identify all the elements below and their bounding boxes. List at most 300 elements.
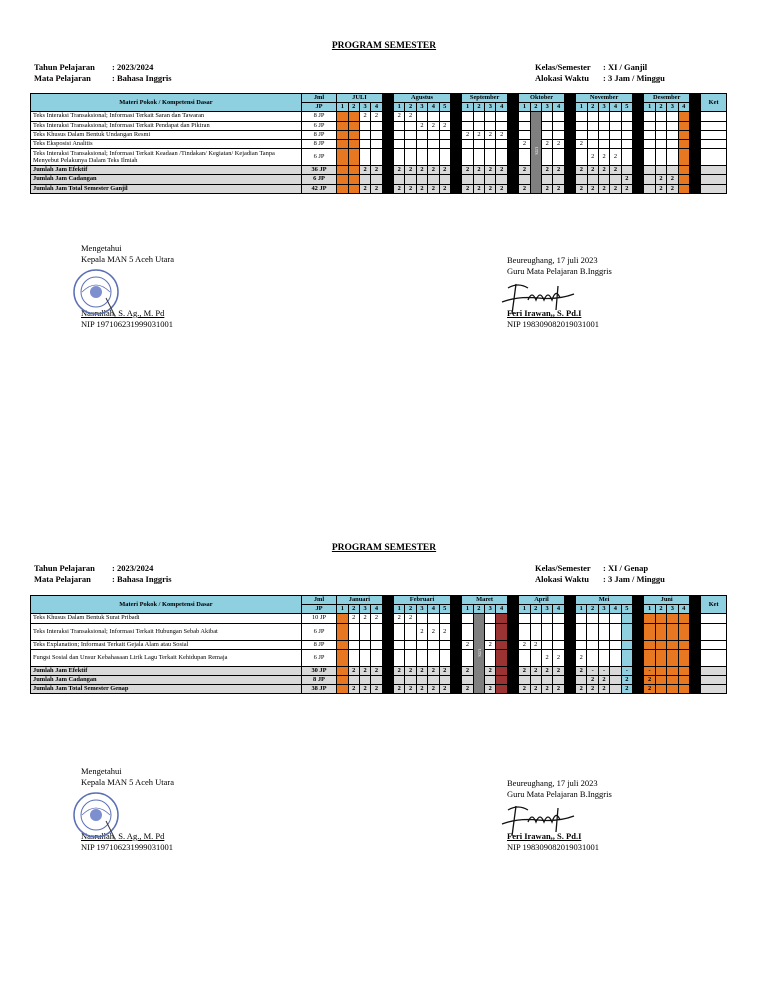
week-cell xyxy=(496,149,507,166)
week-cell xyxy=(644,175,655,184)
gap-cell xyxy=(450,649,461,666)
header-week: 2 xyxy=(587,605,598,614)
gap-cell xyxy=(564,640,575,649)
week-cell: 2 xyxy=(598,685,609,694)
week-cell xyxy=(667,121,678,130)
week-cell xyxy=(655,640,666,649)
week-cell xyxy=(337,130,348,139)
week-cell xyxy=(348,175,359,184)
week-cell xyxy=(462,675,473,684)
mapel-label: Mata Pelajaran xyxy=(34,73,91,83)
week-cell xyxy=(655,623,666,640)
week-cell xyxy=(667,166,678,175)
week-cell xyxy=(587,623,598,640)
gap-cell xyxy=(507,623,518,640)
guru-title: Guru Mata Pelajaran B.Inggris xyxy=(507,789,612,799)
alokasi-value: : 3 Jam / Minggu xyxy=(603,73,665,83)
week-cell: 2 xyxy=(576,666,587,675)
header-week: 4 xyxy=(610,605,621,614)
week-cell xyxy=(485,623,496,640)
week-cell xyxy=(439,649,450,666)
header-week: 3 xyxy=(598,103,609,112)
row-materi: Jumlah Jam Cadangan xyxy=(31,175,302,184)
gap-cell xyxy=(507,605,518,614)
week-cell: 2 xyxy=(462,640,473,649)
week-cell: 2 xyxy=(553,139,564,148)
gap-cell xyxy=(689,166,700,175)
week-cell: 2 xyxy=(519,184,530,193)
header-week: 1 xyxy=(337,605,348,614)
gap-cell xyxy=(689,675,700,684)
row-materi: Teks Interaksi Transaksional; Informasi Terkait Pendapat dan Pikiran xyxy=(31,121,302,130)
header-week: 3 xyxy=(359,103,370,112)
week-cell xyxy=(678,149,689,166)
header-week: 1 xyxy=(462,605,473,614)
week-cell xyxy=(598,121,609,130)
week-cell: 2 xyxy=(576,649,587,666)
week-cell xyxy=(359,640,370,649)
header-week: 2 xyxy=(530,103,541,112)
week-cell: 2 xyxy=(655,175,666,184)
week-cell xyxy=(416,175,427,184)
header-week: 5 xyxy=(439,103,450,112)
meta-left-ganjil xyxy=(34,62,172,84)
week-cell: 2 xyxy=(405,614,416,623)
week-cell xyxy=(610,139,621,148)
week-cell: 2 xyxy=(610,166,621,175)
week-cell xyxy=(655,149,666,166)
week-cell xyxy=(485,614,496,623)
week-cell xyxy=(485,649,496,666)
week-cell: 2 xyxy=(541,685,552,694)
week-cell xyxy=(678,623,689,640)
week-cell: 2 xyxy=(359,112,370,121)
school-seal-icon xyxy=(72,791,120,839)
mapel-label: Mata Pelajaran xyxy=(34,574,91,584)
week-cell xyxy=(576,640,587,649)
week-cell: 2 xyxy=(428,166,439,175)
page-title-ganjil: PROGRAM SEMESTER xyxy=(331,41,437,51)
header-week: 2 xyxy=(405,605,416,614)
header-week: 3 xyxy=(667,103,678,112)
week-cell xyxy=(621,614,632,623)
week-cell xyxy=(587,121,598,130)
week-cell: 2 xyxy=(530,685,541,694)
week-cell xyxy=(610,640,621,649)
week-cell xyxy=(598,623,609,640)
gap-cell xyxy=(689,614,700,623)
header-week: 3 xyxy=(485,103,496,112)
week-cell: 2 xyxy=(496,184,507,193)
week-cell: - xyxy=(598,666,609,675)
week-cell xyxy=(667,649,678,666)
gap-cell xyxy=(450,623,461,640)
gap-cell xyxy=(450,121,461,130)
table-row xyxy=(31,640,727,649)
row-jp: 36 JP xyxy=(301,166,336,175)
week-cell xyxy=(416,640,427,649)
week-cell xyxy=(621,623,632,640)
gap-cell xyxy=(382,130,393,139)
gap-cell xyxy=(564,175,575,184)
week-cell: - xyxy=(587,666,598,675)
week-cell xyxy=(610,649,621,666)
school-seal-icon xyxy=(72,268,120,316)
week-cell: 2 xyxy=(644,675,655,684)
week-cell xyxy=(337,149,348,166)
week-cell xyxy=(405,121,416,130)
week-cell: 2 xyxy=(428,121,439,130)
row-ket xyxy=(701,614,727,623)
gap-cell xyxy=(450,139,461,148)
week-cell: 2 xyxy=(416,166,427,175)
week-cell xyxy=(678,175,689,184)
week-cell xyxy=(644,649,655,666)
gap-cell xyxy=(450,184,461,193)
table-row xyxy=(31,166,727,175)
week-cell xyxy=(439,614,450,623)
week-cell xyxy=(337,139,348,148)
week-cell xyxy=(428,139,439,148)
week-cell xyxy=(610,666,621,675)
table-row xyxy=(31,112,727,121)
header-week: 5 xyxy=(621,103,632,112)
mengetahui: Mengetahui xyxy=(81,243,122,253)
week-cell xyxy=(416,149,427,166)
guru-name: Feri Irawan,, S. Pd.I xyxy=(507,308,582,318)
week-cell xyxy=(496,623,507,640)
kelas-value: : XI / Genap xyxy=(603,563,649,573)
week-cell: 2 xyxy=(598,149,609,166)
week-cell: 2 xyxy=(462,166,473,175)
gap-cell xyxy=(564,675,575,684)
week-cell xyxy=(667,614,678,623)
week-cell xyxy=(541,623,552,640)
week-cell xyxy=(678,666,689,675)
week-cell: 2 xyxy=(416,666,427,675)
schedule-table-genap xyxy=(30,595,727,694)
gap-cell xyxy=(564,94,575,103)
gap-cell xyxy=(507,112,518,121)
gap-cell xyxy=(689,184,700,193)
week-cell: 2 xyxy=(405,112,416,121)
gap-cell xyxy=(564,614,575,623)
gap-cell xyxy=(507,175,518,184)
week-cell: 2 xyxy=(542,139,553,148)
gap-cell xyxy=(633,166,644,175)
week-cell xyxy=(337,623,348,640)
week-cell xyxy=(519,130,530,139)
week-cell xyxy=(530,614,541,623)
week-cell xyxy=(621,640,632,649)
place-date: Beureughang, 17 juli 2023 xyxy=(507,255,598,265)
gap-cell xyxy=(507,130,518,139)
week-cell xyxy=(496,640,507,649)
week-cell xyxy=(610,623,621,640)
week-cell xyxy=(337,640,348,649)
week-cell xyxy=(428,149,439,166)
gap-cell xyxy=(689,149,700,166)
gap-cell xyxy=(382,605,393,614)
header-month: Januari xyxy=(337,596,383,605)
row-materi: Teks Interaksi Transaksional; Informasi Terkait Keadaan /Tindakan/ Kegiatan/ Kejadian Tanpa Menyebut Pelakunya Dalam Teks Ilmiah xyxy=(31,149,302,166)
gap-cell xyxy=(689,175,700,184)
week-cell xyxy=(405,623,416,640)
week-cell: 2 xyxy=(587,675,598,684)
row-jp: 8 JP xyxy=(301,640,336,649)
week-cell xyxy=(541,614,552,623)
kelas-label: Kelas/Semester xyxy=(535,62,591,72)
week-cell xyxy=(462,623,473,640)
week-cell xyxy=(359,175,370,184)
alokasi-value: : 3 Jam / Minggu xyxy=(603,574,665,584)
week-cell xyxy=(439,112,450,121)
week-cell xyxy=(496,649,507,666)
row-ket xyxy=(701,675,727,684)
week-cell: 2 xyxy=(416,121,427,130)
week-cell: 2 xyxy=(394,184,405,193)
week-cell xyxy=(485,675,496,684)
week-cell xyxy=(405,175,416,184)
gap-cell xyxy=(564,596,575,605)
mapel-value: : Bahasa Inggris xyxy=(112,73,172,83)
week-cell xyxy=(541,675,552,684)
week-cell xyxy=(337,166,348,175)
week-cell xyxy=(610,112,621,121)
week-cell: 2 xyxy=(428,666,439,675)
week-cell: 2 xyxy=(621,685,632,694)
week-cell xyxy=(667,130,678,139)
header-jml: Jml xyxy=(301,596,336,605)
week-cell: 2 xyxy=(485,640,496,649)
gap-cell xyxy=(633,149,644,166)
week-cell: 2 xyxy=(359,685,370,694)
header-week: 3 xyxy=(485,605,496,614)
week-cell xyxy=(610,675,621,684)
week-cell xyxy=(576,149,587,166)
week-cell xyxy=(473,121,484,130)
week-cell xyxy=(394,175,405,184)
week-cell xyxy=(655,614,666,623)
schedule-table-ganjil xyxy=(30,93,727,194)
week-cell xyxy=(667,640,678,649)
week-cell xyxy=(576,121,587,130)
week-cell: 2 xyxy=(439,685,450,694)
week-cell: 2 xyxy=(428,623,439,640)
row-materi: Jumlah Jam Efektif xyxy=(31,166,302,175)
gap-cell xyxy=(633,121,644,130)
table-row xyxy=(31,139,727,148)
week-cell: 2 xyxy=(473,184,484,193)
week-cell xyxy=(348,184,359,193)
row-ket xyxy=(701,175,727,184)
week-cell xyxy=(428,675,439,684)
week-cell: 2 xyxy=(553,649,564,666)
week-cell xyxy=(621,112,632,121)
week-cell xyxy=(678,614,689,623)
week-cell xyxy=(667,623,678,640)
row-jp: 6 JP xyxy=(301,149,336,166)
gap-cell xyxy=(450,640,461,649)
header-week: 4 xyxy=(428,103,439,112)
week-cell xyxy=(598,614,609,623)
week-cell xyxy=(678,184,689,193)
page-title-genap: PROGRAM SEMESTER xyxy=(331,543,437,553)
guru-nip: NIP 198309082019031001 xyxy=(507,842,600,852)
week-cell xyxy=(678,649,689,666)
gap-cell xyxy=(689,112,700,121)
week-cell xyxy=(678,685,689,694)
header-month: JULI xyxy=(337,94,383,103)
header-week: 3 xyxy=(416,605,427,614)
header-week: 2 xyxy=(530,605,541,614)
week-cell xyxy=(542,130,553,139)
week-cell: - xyxy=(621,666,632,675)
week-cell xyxy=(462,149,473,166)
week-cell xyxy=(496,614,507,623)
kelas-label: Kelas/Semester xyxy=(535,563,591,573)
header-week: 5 xyxy=(439,605,450,614)
gap-cell xyxy=(450,130,461,139)
gap-cell xyxy=(633,130,644,139)
week-cell xyxy=(587,649,598,666)
table-row xyxy=(31,675,727,684)
gap-cell xyxy=(633,605,644,614)
week-cell xyxy=(519,623,530,640)
week-cell: 2 xyxy=(348,666,359,675)
week-cell xyxy=(416,139,427,148)
table-row xyxy=(31,121,727,130)
gap-cell xyxy=(689,130,700,139)
gap-cell xyxy=(382,139,393,148)
week-cell xyxy=(667,666,678,675)
week-cell xyxy=(655,685,666,694)
gap-cell xyxy=(507,596,518,605)
week-cell xyxy=(394,649,405,666)
week-cell: 2 xyxy=(439,166,450,175)
week-cell: 2 xyxy=(394,685,405,694)
header-week: 1 xyxy=(644,103,655,112)
gap-cell xyxy=(382,184,393,193)
week-cell xyxy=(371,175,382,184)
week-cell xyxy=(394,139,405,148)
table-row xyxy=(31,149,727,166)
week-cell: 2 xyxy=(416,685,427,694)
week-cell xyxy=(553,112,564,121)
gap-cell xyxy=(633,175,644,184)
week-cell xyxy=(337,184,348,193)
header-month: Mei xyxy=(576,596,633,605)
header-week: 3 xyxy=(416,103,427,112)
gap-cell xyxy=(450,605,461,614)
gap-cell xyxy=(633,685,644,694)
week-cell xyxy=(519,112,530,121)
week-cell xyxy=(337,121,348,130)
row-jp: 6 JP xyxy=(301,121,336,130)
week-cell: 2 xyxy=(553,184,564,193)
week-cell: 2 xyxy=(473,166,484,175)
week-cell xyxy=(359,130,370,139)
week-cell xyxy=(394,623,405,640)
week-cell xyxy=(348,112,359,121)
week-cell xyxy=(359,623,370,640)
week-cell: 2 xyxy=(576,184,587,193)
header-week: 3 xyxy=(667,605,678,614)
week-cell xyxy=(394,130,405,139)
week-cell xyxy=(473,139,484,148)
gap-cell xyxy=(450,149,461,166)
week-cell xyxy=(621,139,632,148)
header-jp: JP xyxy=(301,103,336,112)
gap-cell xyxy=(382,94,393,103)
week-cell xyxy=(462,649,473,666)
week-cell xyxy=(416,614,427,623)
gap-cell xyxy=(382,675,393,684)
header-week: 2 xyxy=(655,103,666,112)
week-cell: 2 xyxy=(598,166,609,175)
week-cell: 2 xyxy=(405,666,416,675)
week-cell xyxy=(359,139,370,148)
week-cell xyxy=(678,112,689,121)
week-cell: 2 xyxy=(530,640,541,649)
week-cell: 2 xyxy=(587,685,598,694)
header-week: 2 xyxy=(473,605,484,614)
week-cell: 2 xyxy=(462,685,473,694)
row-ket xyxy=(701,166,727,175)
week-cell: 2 xyxy=(519,166,530,175)
week-cell xyxy=(405,139,416,148)
week-cell: 2 xyxy=(371,184,382,193)
row-materi: Teks Interaksi Transaksional; Informasi Terkait Saran dan Tawaran xyxy=(31,112,302,121)
gap-cell xyxy=(689,649,700,666)
header-month: Februari xyxy=(394,596,451,605)
week-cell: 2 xyxy=(576,139,587,148)
header-week: 4 xyxy=(371,605,382,614)
week-cell xyxy=(348,130,359,139)
week-cell xyxy=(337,175,348,184)
row-materi: Teks Khusus Dalam Bentuk Surat Pribadi xyxy=(31,614,302,623)
week-cell xyxy=(667,149,678,166)
gap-cell xyxy=(633,596,644,605)
week-cell xyxy=(485,175,496,184)
gap-cell xyxy=(564,130,575,139)
week-cell: 2 xyxy=(519,685,530,694)
week-cell xyxy=(473,175,484,184)
week-cell xyxy=(553,175,564,184)
week-cell: 2 xyxy=(542,184,553,193)
header-month: Maret xyxy=(462,596,508,605)
week-cell: 2 xyxy=(359,614,370,623)
week-cell xyxy=(621,149,632,166)
week-cell xyxy=(462,121,473,130)
row-materi: Teks Explanation; Informasi Terkait Gejala Alam atau Sosial xyxy=(31,640,302,649)
week-cell xyxy=(496,112,507,121)
header-month: September xyxy=(462,94,508,103)
week-cell xyxy=(667,675,678,684)
week-cell xyxy=(587,112,598,121)
row-ket xyxy=(701,184,727,193)
header-month: Oktober xyxy=(519,94,565,103)
week-cell xyxy=(394,121,405,130)
week-cell xyxy=(542,149,553,166)
alokasi-label: Alokasi Waktu xyxy=(535,574,589,584)
week-cell: 2 xyxy=(621,175,632,184)
week-cell xyxy=(678,139,689,148)
exam-column: UTS xyxy=(473,614,484,694)
week-cell xyxy=(371,149,382,166)
week-cell xyxy=(462,139,473,148)
week-cell: 2 xyxy=(485,184,496,193)
